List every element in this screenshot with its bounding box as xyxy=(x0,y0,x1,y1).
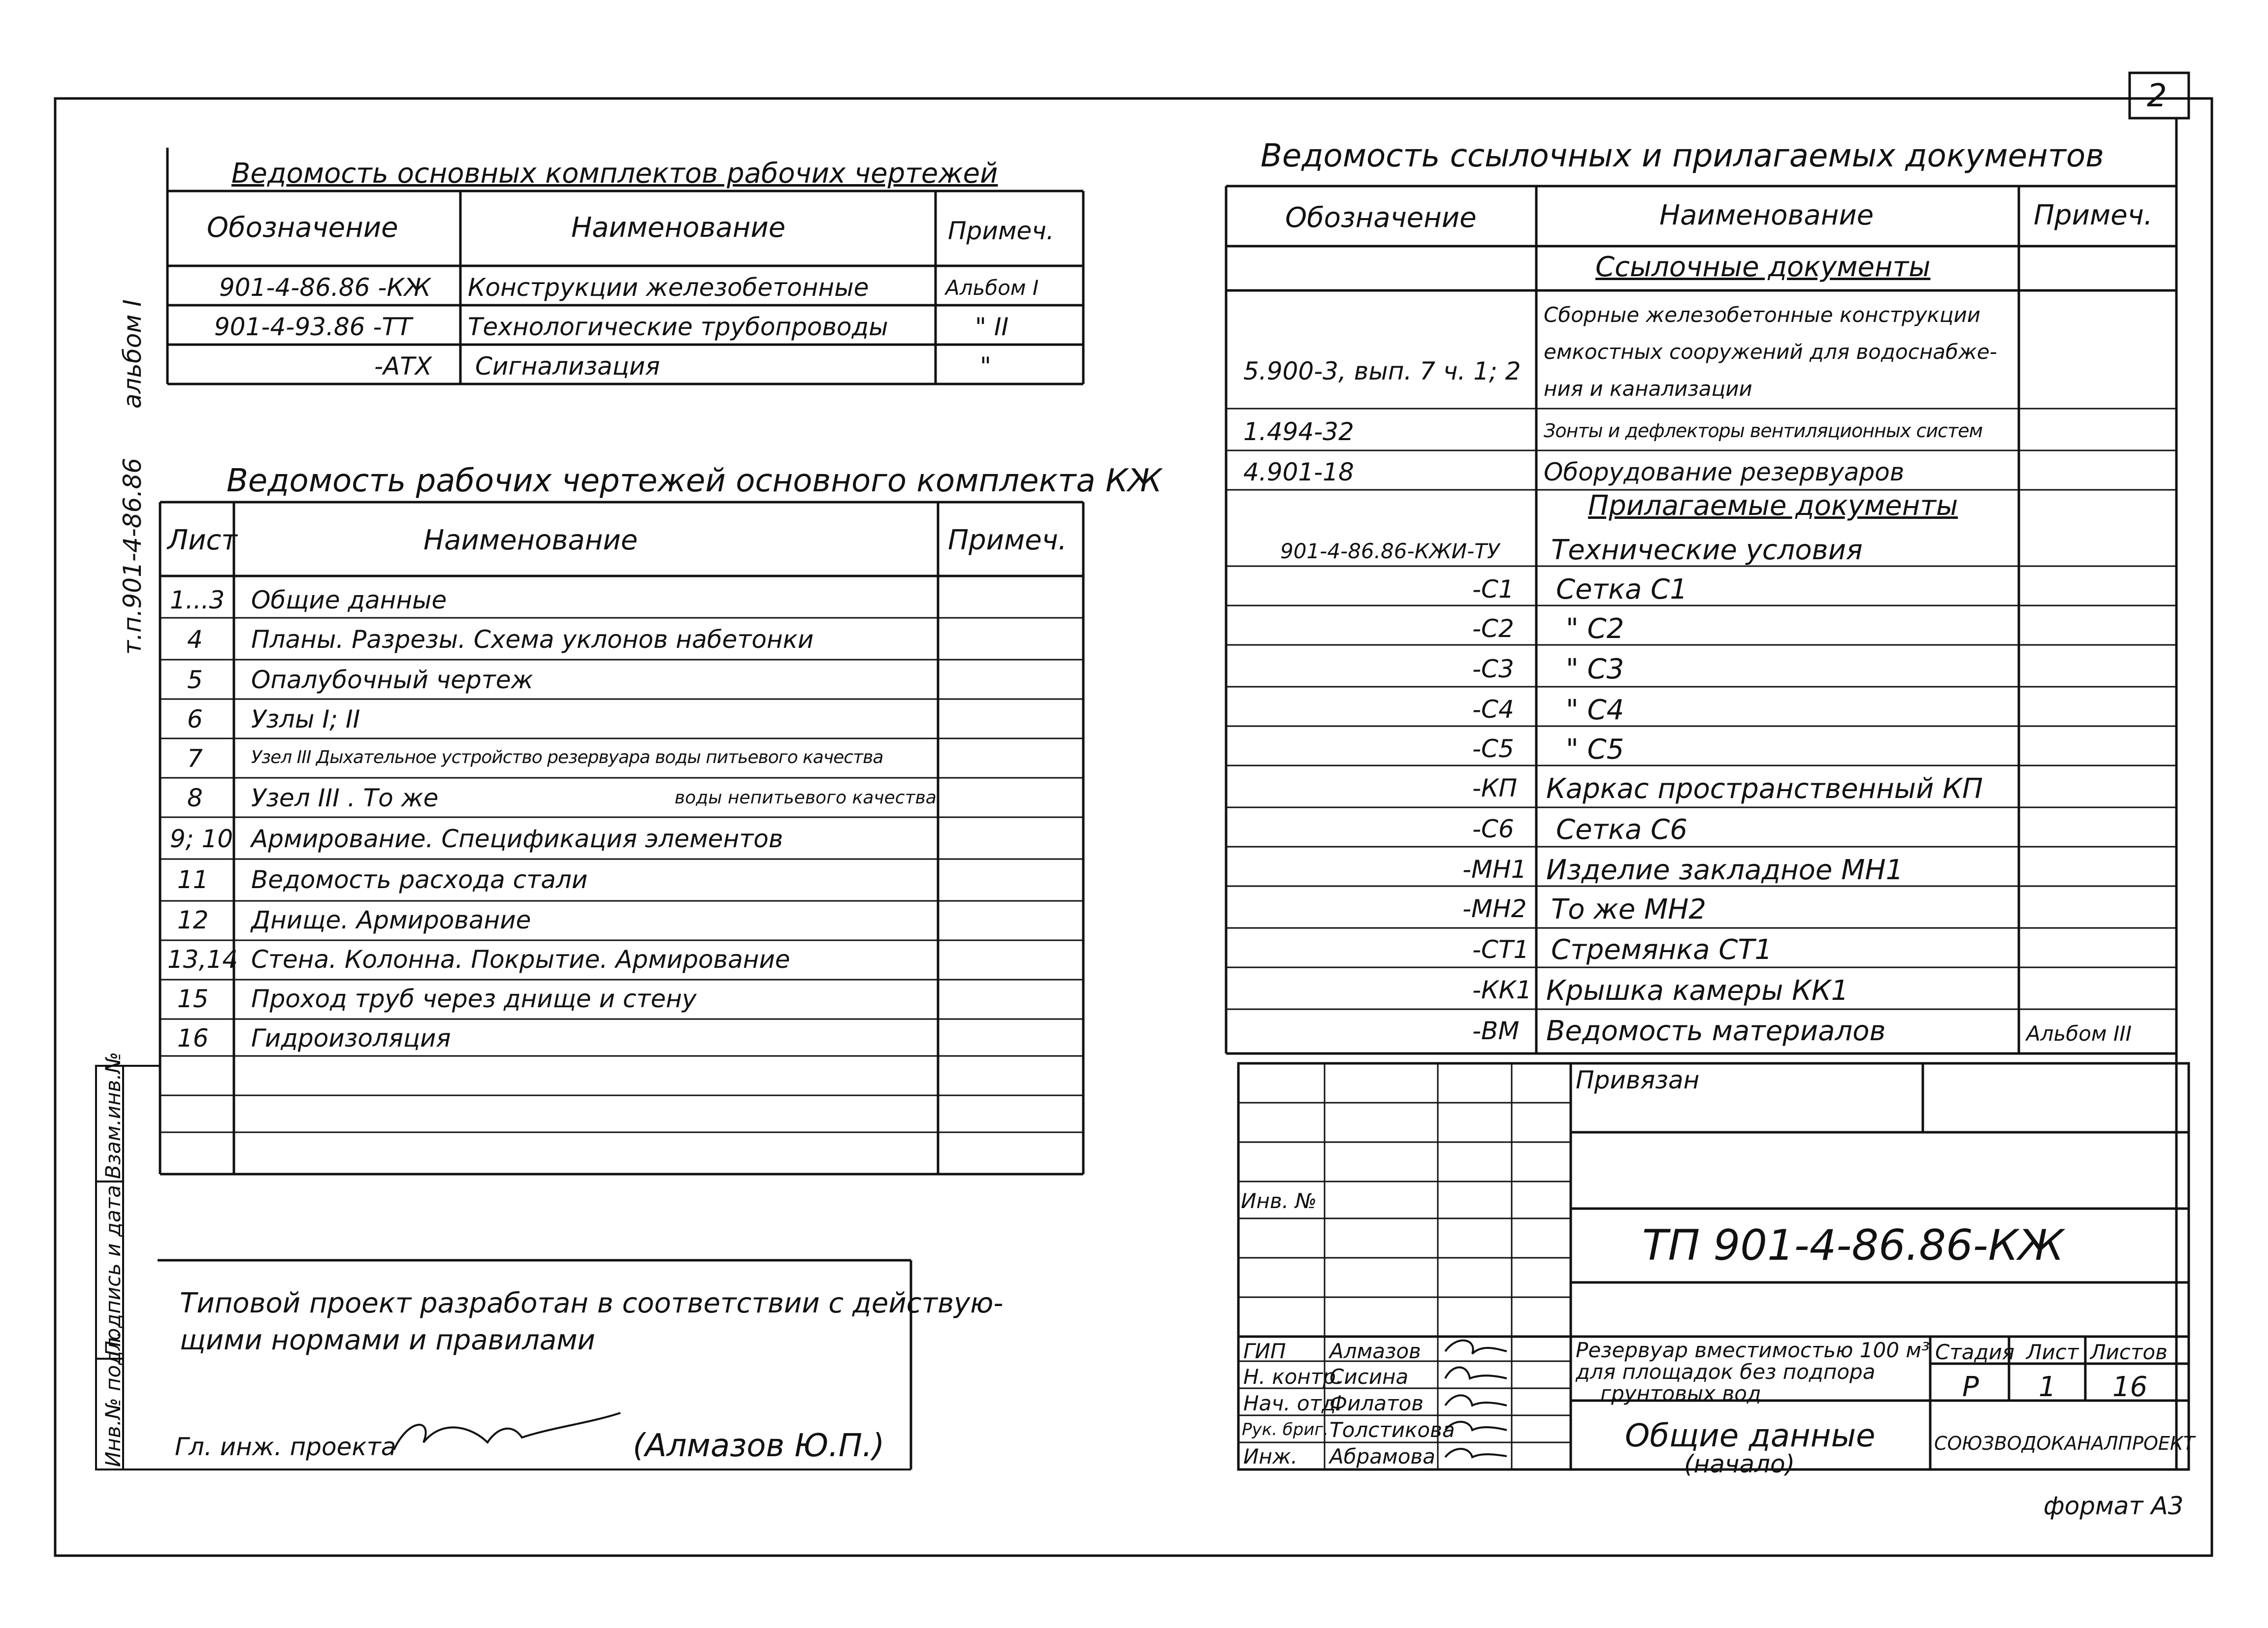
main-set-designation: 901-4-93.86 -ТТ xyxy=(214,313,412,341)
object-name-line1: Резервуар вместимостью 100 м³ xyxy=(1576,1338,1930,1362)
staff-name: Абрамова xyxy=(1329,1444,1435,1468)
attached-designation: -КП xyxy=(1472,774,1518,802)
staff-role: Инж. xyxy=(1243,1444,1298,1468)
main-set-name: Технологические трубопроводы xyxy=(468,313,888,341)
drawing-name: Стена. Колонна. Покрытие. Армирование xyxy=(251,945,790,974)
sidebar-code: т.п.901-4-86.86 xyxy=(118,457,147,655)
drawing-name: Планы. Разрезы. Схема уклонов набетонки xyxy=(251,625,814,654)
references-title: Ведомость ссылочных и прилагаемых документов xyxy=(1261,138,2104,174)
drawing-name: Узел III Дыхательное устройство резервуара воды питьевого качества xyxy=(251,747,883,767)
section-attached: Прилагаемые документы xyxy=(1588,490,1958,522)
attached-name: " С5 xyxy=(1566,734,1624,766)
drawing-sheet-no: 7 xyxy=(187,744,203,773)
drawing-title: Общие данные xyxy=(1625,1418,1876,1454)
main-set-designation: 901-4-86.86 -КЖ xyxy=(219,273,431,302)
attached-note: Альбом III xyxy=(2026,1021,2132,1046)
attached-name: Каркас пространственный КП xyxy=(1546,773,1983,805)
drawing-name: Проход труб через днище и стену xyxy=(251,985,697,1013)
attached-to-label: Привязан xyxy=(1576,1066,1700,1094)
note-text-line1: Типовой проект разработан в соответствии с действую- xyxy=(180,1287,1004,1319)
attached-name: Крышка камеры КК1 xyxy=(1546,975,1849,1007)
attached-designation: -С2 xyxy=(1472,614,1514,643)
drawing-name: Армирование. Спецификация элементов xyxy=(251,825,783,853)
drawing-sheet-no: 4 xyxy=(187,625,203,654)
object-name-line3: грунтовых вод xyxy=(1600,1381,1761,1405)
staff-name: Толстикова xyxy=(1329,1418,1455,1442)
attached-name: То же МН2 xyxy=(1551,894,1707,926)
ref-name-line: Оборудование резервуаров xyxy=(1544,458,1905,486)
organization: СОЮЗВОДОКАНАЛПРОЕКТ xyxy=(1934,1433,2195,1454)
object-name-line2: для площадок без подпора xyxy=(1576,1360,1876,1384)
note-text-line2: щими нормами и правилами xyxy=(180,1324,595,1356)
references-header-name: Наименование xyxy=(1659,199,1874,231)
drawings-title: Ведомость рабочих чертежей основного комплекта КЖ xyxy=(227,463,1162,499)
sheets-value: 16 xyxy=(2112,1371,2148,1403)
stamp-vzam-inv: Взам.инв.№ xyxy=(101,1052,125,1179)
drawing-name: Общие данные xyxy=(251,586,447,614)
stage-value: Р xyxy=(1962,1371,1979,1403)
drawing-name: Опалубочный чертеж xyxy=(251,666,533,694)
attached-name: Стремянка СТ1 xyxy=(1551,934,1773,966)
drawing-sheet-no: 9; 10 xyxy=(170,825,233,853)
main-set-note: " II xyxy=(975,313,1009,341)
drawing-sheet-no: 8 xyxy=(187,784,203,812)
album-label: альбом I xyxy=(118,299,147,409)
sheet-number: 2 xyxy=(2147,78,2167,114)
drawings-header-note: Примеч. xyxy=(948,524,1067,556)
main-set-note: " xyxy=(980,352,991,381)
attached-name: " С4 xyxy=(1566,694,1624,726)
attached-designation: -ВМ xyxy=(1472,1017,1520,1045)
ref-name-line: Сборные железобетонные конструкции xyxy=(1544,303,1981,327)
main-sets-title: Ведомость основных комплектов рабочих чертежей xyxy=(231,158,998,190)
paper-format: формат А3 xyxy=(2043,1492,2184,1520)
attached-name: Сетка С6 xyxy=(1556,814,1687,846)
sheet-header: Лист xyxy=(2026,1340,2079,1364)
stamp-inv-podl: Инв.№ подл. xyxy=(101,1331,125,1467)
attached-designation: -МН1 xyxy=(1462,855,1527,884)
ref-name-line: Зонты и дефлекторы вентиляционных систем xyxy=(1544,420,1983,442)
stage-header: Стадия xyxy=(1935,1340,2015,1364)
attached-name: Изделие закладное МН1 xyxy=(1546,854,1904,886)
staff-role: Н. контр. xyxy=(1243,1365,1343,1389)
drawing-sheet-no: 6 xyxy=(187,705,203,734)
staff-role: Рук. бриг. xyxy=(1242,1420,1329,1439)
main-sets-header-note: Примеч. xyxy=(948,217,1054,245)
attached-name: " С2 xyxy=(1566,613,1624,645)
drawing-extra: воды непитьевого качества xyxy=(675,788,937,808)
drawing-sheet-no: 13,14 xyxy=(167,945,238,974)
drawing-subtitle: (начало) xyxy=(1684,1450,1795,1478)
attached-designation: 901-4-86.86-КЖИ-ТУ xyxy=(1280,539,1500,563)
staff-name: Алмазов xyxy=(1329,1339,1421,1363)
main-set-note: Альбом I xyxy=(945,276,1039,300)
main-sets-header-designation: Обозначение xyxy=(207,212,398,244)
drawing-sheet-no: 16 xyxy=(177,1024,209,1053)
attached-name: Сетка С1 xyxy=(1556,574,1687,606)
attached-designation: -С4 xyxy=(1472,695,1514,724)
section-referenced: Ссылочные документы xyxy=(1595,251,1931,283)
ref-designation: 5.900-3, вып. 7 ч. 1; 2 xyxy=(1243,357,1521,385)
references-header-note: Примеч. xyxy=(2034,199,2153,231)
staff-name: Филатов xyxy=(1329,1391,1424,1415)
staff-role: ГИП xyxy=(1243,1339,1286,1363)
ref-name-line: емкостных сооружений для водоснабже- xyxy=(1544,340,1997,364)
ref-designation: 1.494-32 xyxy=(1243,417,1354,446)
drawing-sheet-no: 11 xyxy=(177,865,209,894)
main-sets-header-name: Наименование xyxy=(571,212,786,244)
attached-name: " С3 xyxy=(1566,653,1624,685)
attached-designation: -С6 xyxy=(1472,815,1514,843)
attached-designation: -С5 xyxy=(1472,734,1514,763)
main-set-designation: -АТХ xyxy=(374,352,432,381)
chief-engineer-name: (Алмазов Ю.П.) xyxy=(633,1428,885,1464)
attached-name: Ведомость материалов xyxy=(1546,1015,1886,1047)
staff-name: Сисина xyxy=(1329,1365,1409,1389)
document-code: ТП 901-4-86.86-КЖ xyxy=(1642,1221,2064,1270)
drawing-name: Ведомость расхода стали xyxy=(251,865,588,894)
inv-number-label: Инв. № xyxy=(1241,1189,1317,1213)
chief-engineer-label: Гл. инж. проекта xyxy=(175,1433,396,1461)
ref-designation: 4.901-18 xyxy=(1243,458,1354,486)
stamp-signature-date: Подпись и дата xyxy=(101,1185,125,1356)
drawing-name: Гидроизоляция xyxy=(251,1024,451,1053)
drawings-header-sheet: Лист xyxy=(167,524,237,556)
drawing-name: Днище. Армирование xyxy=(251,906,531,934)
main-set-name: Сигнализация xyxy=(475,352,660,381)
attached-designation: -КК1 xyxy=(1472,976,1532,1004)
attached-designation: -СТ1 xyxy=(1472,935,1529,964)
staff-role: Нач. отд. xyxy=(1243,1391,1343,1415)
main-set-name: Конструкции железобетонные xyxy=(468,273,869,302)
attached-designation: -С3 xyxy=(1472,655,1514,683)
references-header-designation: Обозначение xyxy=(1285,202,1477,234)
sheets-header: Листов xyxy=(2090,1340,2168,1364)
drawing-name: Узлы I; II xyxy=(251,705,360,734)
drawing-sheet-no: 1...3 xyxy=(170,586,225,614)
drawing-name: Узел III . То же xyxy=(251,784,439,812)
drawing-sheet-no: 5 xyxy=(187,666,203,694)
drawings-header-name: Наименование xyxy=(423,524,638,556)
chief-engineer-signature xyxy=(394,1413,620,1450)
drawing-sheet-no: 12 xyxy=(177,906,209,934)
attached-name: Технические условия xyxy=(1551,534,1863,566)
drawing-sheet-no: 15 xyxy=(177,985,209,1013)
attached-designation: -С1 xyxy=(1472,575,1514,604)
ref-name-line: ния и канализации xyxy=(1544,377,1752,401)
attached-designation: -МН2 xyxy=(1462,894,1527,923)
sheet-value: 1 xyxy=(2039,1371,2056,1403)
